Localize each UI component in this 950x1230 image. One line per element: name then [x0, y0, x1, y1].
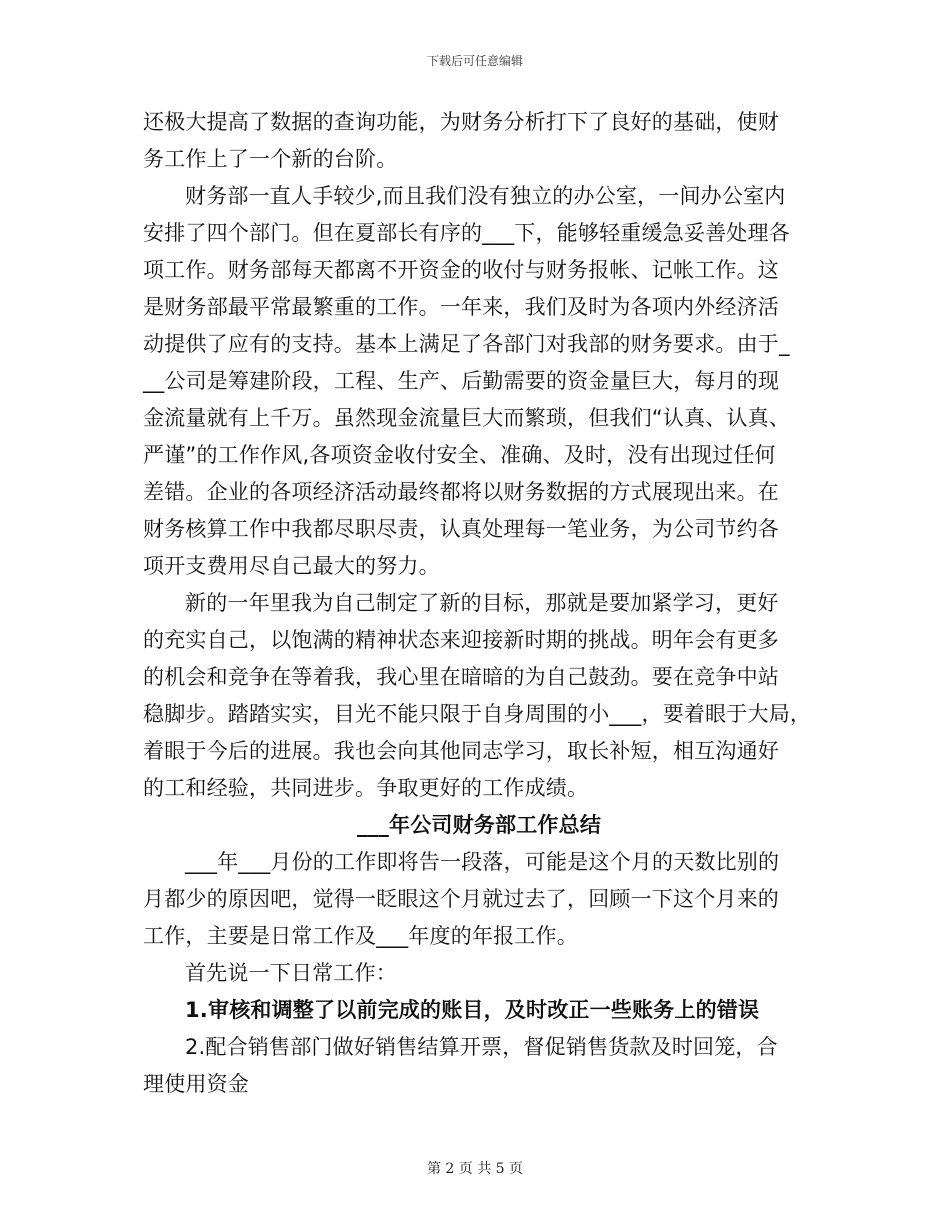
paragraph-line: 工作，主要是日常工作及___年度的年报工作。 [143, 924, 578, 948]
paragraph-line: 严谨”的工作作风,各项资金收付安全、准确、及时，没有出现过任何 [143, 443, 776, 467]
paragraph-line: ___年___月份的工作即将告一段落，可能是这个月的天数比别的 [185, 850, 780, 874]
list-item: 2.配合销售部门做好销售结算开票，督促销售货款及时回笼，合 [185, 1035, 778, 1059]
paragraph-line: 动提供了应有的支持。基本上满足了各部门对我部的财务要求。由于_ [143, 332, 790, 356]
paragraph-line: 金流量就有上千万。虽然现金流量巨大而繁琐，但我们“认真、认真、 [143, 406, 791, 430]
paragraph-line: 稳脚步。踏踏实实，目光不能只限于自身周围的小___，要着眼于大局， [143, 702, 812, 726]
paragraph-line: 的机会和竞争在等着我，我心里在暗暗的为自己鼓劲。要在竞争中站 [143, 665, 779, 689]
paragraph-line: 财务部一直人手较少,而且我们没有独立的办公室，一间办公室内 [185, 184, 786, 208]
paragraph-line: 差错。企业的各项经济活动最终都将以财务数据的方式展现出来。在 [143, 480, 779, 504]
paragraph-line: 项工作。财务部每天都离不开资金的收付与财务报帐、记帐工作。这 [143, 258, 779, 282]
paragraph-line: 是财务部最平常最繁重的工作。一年来，我们及时为各项内外经济活 [143, 295, 779, 319]
page-header: 下载后可任意编辑 [426, 54, 523, 68]
paragraph-line: 项开支费用尽自己最大的努力。 [143, 554, 440, 578]
list-item: 1.审核和调整了以前完成的账目，及时改正一些账务上的错误 [185, 998, 760, 1022]
paragraph-line: __公司是筹建阶段，工程、生产、后勤需要的资金量巨大，每月的现 [143, 369, 780, 393]
paragraph-line: 安排了四个部门。但在夏部长有序的___下，能够轻重缓急妥善处理各 [143, 221, 790, 245]
section-heading: ___年公司财务部工作总结 [356, 813, 602, 837]
paragraph-line: 财务核算工作中我都尽职尽责，认真处理每一笔业务，为公司节约各 [143, 517, 779, 541]
paragraph-line: 的工和经验，共同进步。争取更好的工作成绩。 [143, 776, 589, 800]
paragraph-line: 月都少的原因吧，觉得一眨眼这个月就过去了，回顾一下这个月来的 [143, 887, 779, 911]
paragraph-line: 理使用资金 [143, 1072, 249, 1096]
paragraph-line: 的充实自己，以饱满的精神状态来迎接新时期的挑战。明年会有更多 [143, 628, 779, 652]
paragraph-line: 首先说一下日常工作： [185, 961, 397, 985]
paragraph-line: 着眼于今后的进展。我也会向其他同志学习，取长补短，相互沟通好 [143, 739, 779, 763]
paragraph-line: 还极大提高了数据的查询功能，为财务分析打下了良好的基础，使财 [143, 110, 779, 134]
paragraph-line: 新的一年里我为自己制定了新的目标，那就是要加紧学习，更好 [185, 591, 779, 615]
document-body [143, 104, 815, 1103]
paragraph-line: 务工作上了一个新的台阶。 [143, 147, 398, 171]
page-number: 第 2 页 共 5 页 [426, 1161, 524, 1177]
